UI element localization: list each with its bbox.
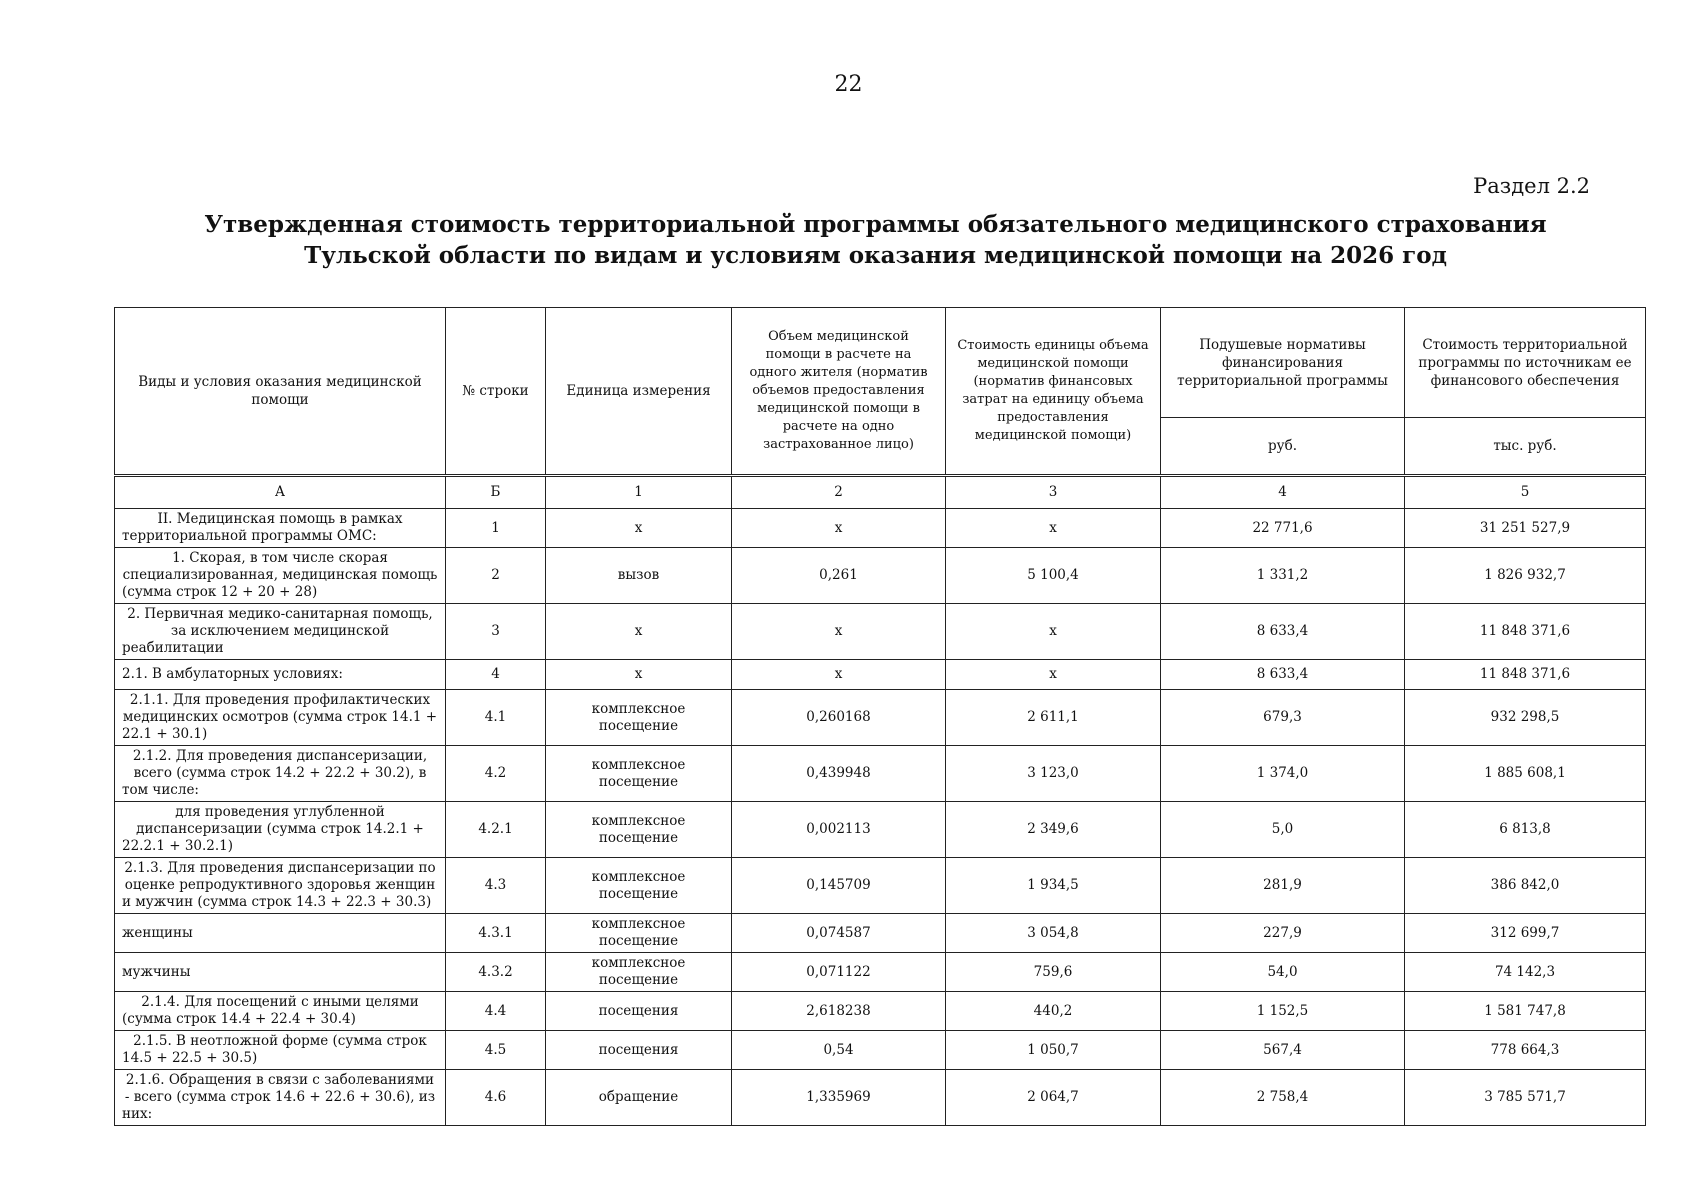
row-total: 386 842,0 (1405, 858, 1646, 914)
title-line-2: Тульской области по видам и условиям оказания медицинской помощи на 2026 год (304, 242, 1447, 269)
row-line-number: 4.5 (446, 1031, 546, 1070)
row-unit-cost: 1 934,5 (946, 858, 1161, 914)
row-per-capita: 1 331,2 (1161, 548, 1405, 604)
row-total: 1 885 608,1 (1405, 746, 1646, 802)
row-total: 1 581 747,8 (1405, 992, 1646, 1031)
row-volume: х (732, 509, 946, 548)
title-line-1: Утвержденная стоимость территориальной программы обязательного медицинского страхования (204, 211, 1547, 238)
row-unit: посещения (546, 1031, 732, 1070)
header-col-a: Виды и условия оказания медицинской помощи (115, 308, 446, 476)
row-volume: 0,002113 (732, 802, 946, 858)
row-line-number: 4.3 (446, 858, 546, 914)
page-number: 22 (834, 72, 863, 97)
row-unit-cost: 5 100,4 (946, 548, 1161, 604)
row-description: 2.1. В амбулаторных условиях: (115, 660, 446, 690)
row-per-capita: 281,9 (1161, 858, 1405, 914)
row-total: 312 699,7 (1405, 914, 1646, 953)
row-volume: 0,439948 (732, 746, 946, 802)
row-unit-cost: 2 349,6 (946, 802, 1161, 858)
row-total: 11 848 371,6 (1405, 604, 1646, 660)
row-unit-cost: 1 050,7 (946, 1031, 1161, 1070)
cost-table (114, 307, 1646, 1126)
table-row (115, 1070, 1646, 1126)
header-unit-4: руб. (1161, 418, 1405, 476)
row-description: 2.1.6. Обращения в связи с заболеваниями - всего (сумма строк 14.6 + 22.6 + 30.6), из них: (115, 1070, 446, 1126)
row-per-capita: 22 771,6 (1161, 509, 1405, 548)
row-line-number: 4.6 (446, 1070, 546, 1126)
header-col-2: Объем медицинской помощи в расчете на одного жителя (норматив объемов предоставления медицинской помощи в расчете на одно застрахованное лицо) (732, 308, 946, 476)
row-unit-cost: х (946, 660, 1161, 690)
row-volume: 0,54 (732, 1031, 946, 1070)
row-total: 3 785 571,7 (1405, 1070, 1646, 1126)
table-row (115, 992, 1646, 1031)
row-unit-cost: 759,6 (946, 953, 1161, 992)
index-cell: 3 (946, 476, 1161, 509)
table-body (115, 476, 1646, 1126)
row-line-number: 4.4 (446, 992, 546, 1031)
row-line-number: 4 (446, 660, 546, 690)
table-row (115, 914, 1646, 953)
row-unit-cost: 2 611,1 (946, 690, 1161, 746)
row-unit-cost: х (946, 509, 1161, 548)
row-per-capita: 1 152,5 (1161, 992, 1405, 1031)
row-description: 1. Скорая, в том числе скорая специализированная, медицинская помощь (сумма строк 12 + 20 + 28) (115, 548, 446, 604)
row-unit-cost: 3 054,8 (946, 914, 1161, 953)
row-description: 2.1.3. Для проведения диспансеризации по оценке репродуктивного здоровья женщин и мужчин (сумма строк 14.3 + 22.3 + 30.3) (115, 858, 446, 914)
row-unit-cost: х (946, 604, 1161, 660)
row-per-capita: 5,0 (1161, 802, 1405, 858)
row-total: 11 848 371,6 (1405, 660, 1646, 690)
row-volume: 0,145709 (732, 858, 946, 914)
header-col-5: Стоимость территориальной программы по источникам ее финансового обеспечения (1405, 308, 1646, 418)
row-unit: комплексное посещение (546, 802, 732, 858)
table-header (115, 308, 1646, 476)
row-unit: комплексное посещение (546, 858, 732, 914)
row-unit: комплексное посещение (546, 746, 732, 802)
table-row (115, 548, 1646, 604)
row-line-number: 4.2 (446, 746, 546, 802)
row-per-capita: 8 633,4 (1161, 604, 1405, 660)
table-row (115, 690, 1646, 746)
row-per-capita: 2 758,4 (1161, 1070, 1405, 1126)
row-description: 2.1.2. Для проведения диспансеризации, всего (сумма строк 14.2 + 22.2 + 30.2), в том числе: (115, 746, 446, 802)
row-line-number: 4.3.2 (446, 953, 546, 992)
row-total: 31 251 527,9 (1405, 509, 1646, 548)
table-row (115, 953, 1646, 992)
row-total: 74 142,3 (1405, 953, 1646, 992)
table-row (115, 604, 1646, 660)
row-line-number: 4.3.1 (446, 914, 546, 953)
row-volume: х (732, 660, 946, 690)
row-per-capita: 567,4 (1161, 1031, 1405, 1070)
row-unit: х (546, 660, 732, 690)
row-description: 2.1.4. Для посещений с иными целями (сумма строк 14.4 + 22.4 + 30.4) (115, 992, 446, 1031)
row-per-capita: 8 633,4 (1161, 660, 1405, 690)
table-row (115, 1031, 1646, 1070)
row-unit: х (546, 604, 732, 660)
table-row (115, 858, 1646, 914)
row-volume: 0,071122 (732, 953, 946, 992)
row-description: женщины (115, 914, 446, 953)
table-row (115, 509, 1646, 548)
row-description: 2. Первичная медико-санитарная помощь, за исключением медицинской реабилитации (115, 604, 446, 660)
row-volume: 0,261 (732, 548, 946, 604)
index-cell: Б (446, 476, 546, 509)
row-unit: посещения (546, 992, 732, 1031)
row-description: 2.1.1. Для проведения профилактических медицинских осмотров (сумма строк 14.1 + 22.1 + 30.1) (115, 690, 446, 746)
row-line-number: 1 (446, 509, 546, 548)
header-col-b: № строки (446, 308, 546, 476)
row-total: 778 664,3 (1405, 1031, 1646, 1070)
row-per-capita: 1 374,0 (1161, 746, 1405, 802)
row-description: 2.1.5. В неотложной форме (сумма строк 14.5 + 22.5 + 30.5) (115, 1031, 446, 1070)
document-title (114, 209, 1637, 271)
row-line-number: 4.2.1 (446, 802, 546, 858)
row-description: II. Медицинская помощь в рамках территориальной программы ОМС: (115, 509, 446, 548)
row-total: 932 298,5 (1405, 690, 1646, 746)
row-volume: 2,618238 (732, 992, 946, 1031)
table-row (115, 746, 1646, 802)
row-unit: комплексное посещение (546, 914, 732, 953)
header-col-1: Единица измерения (546, 308, 732, 476)
row-unit-cost: 3 123,0 (946, 746, 1161, 802)
table-row (115, 660, 1646, 690)
column-index-row (115, 476, 1646, 509)
section-label: Раздел 2.2 (1473, 174, 1590, 198)
row-volume: х (732, 604, 946, 660)
header-col-3: Стоимость единицы объема медицинской помощи (норматив финансовых затрат на единицу объема предоставления медицинской помощи) (946, 308, 1161, 476)
row-description: для проведения углубленной диспансеризации (сумма строк 14.2.1 + 22.2.1 + 30.2.1) (115, 802, 446, 858)
row-volume: 1,335969 (732, 1070, 946, 1126)
index-cell: А (115, 476, 446, 509)
index-cell: 4 (1161, 476, 1405, 509)
row-total: 1 826 932,7 (1405, 548, 1646, 604)
row-line-number: 4.1 (446, 690, 546, 746)
table-row (115, 802, 1646, 858)
row-per-capita: 679,3 (1161, 690, 1405, 746)
row-total: 6 813,8 (1405, 802, 1646, 858)
row-volume: 0,074587 (732, 914, 946, 953)
row-volume: 0,260168 (732, 690, 946, 746)
index-cell: 2 (732, 476, 946, 509)
row-unit-cost: 440,2 (946, 992, 1161, 1031)
row-unit: х (546, 509, 732, 548)
row-description: мужчины (115, 953, 446, 992)
index-cell: 5 (1405, 476, 1646, 509)
header-unit-5: тыс. руб. (1405, 418, 1646, 476)
header-col-4: Подушевые нормативы финансирования территориальной программы (1161, 308, 1405, 418)
row-unit: комплексное посещение (546, 690, 732, 746)
row-line-number: 3 (446, 604, 546, 660)
row-unit: вызов (546, 548, 732, 604)
row-line-number: 2 (446, 548, 546, 604)
row-unit: обращение (546, 1070, 732, 1126)
index-cell: 1 (546, 476, 732, 509)
row-per-capita: 227,9 (1161, 914, 1405, 953)
row-unit-cost: 2 064,7 (946, 1070, 1161, 1126)
row-per-capita: 54,0 (1161, 953, 1405, 992)
row-unit: комплексное посещение (546, 953, 732, 992)
